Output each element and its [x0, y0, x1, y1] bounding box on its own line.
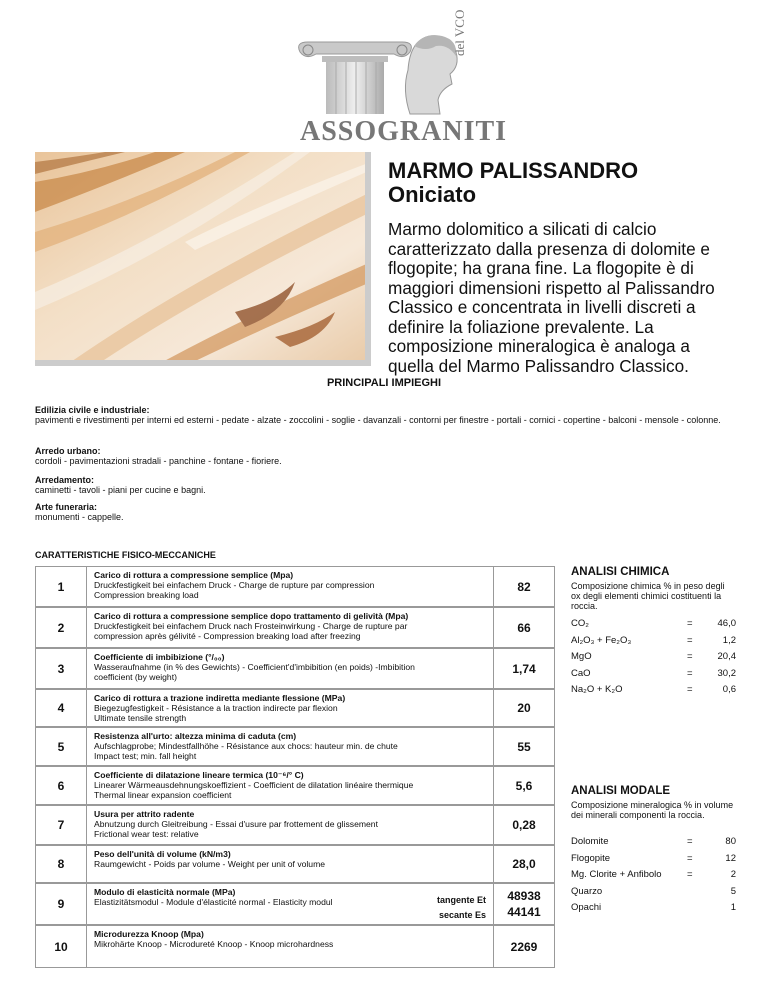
impiego-head: Arredamento: [35, 475, 95, 485]
mineral-row [571, 869, 736, 886]
equals-sign: = [687, 618, 693, 629]
property-name: Carico di rottura a compressione semplice (Mpa) [94, 570, 294, 580]
property-value: 55 [493, 728, 554, 765]
property-number: 9 [36, 884, 87, 924]
compound-name: CO₂ [571, 618, 589, 629]
property-name: Usura per attrito radente [94, 809, 195, 819]
mineral-name: Opachi [571, 902, 602, 913]
logo-text: ASSOGRANITI [300, 116, 508, 147]
property-row [35, 883, 555, 925]
equals-sign: = [687, 836, 693, 847]
mineral-name: Flogopite [571, 852, 611, 864]
chemical-row [571, 668, 736, 685]
stone-name: MARMO PALISSANDRO [388, 158, 639, 183]
secant-label: secante Es [438, 910, 486, 920]
mineral-value: 1 [730, 902, 736, 913]
property-translations: Wasseraufnahme (in % des Gewichts) - Coefficient'd'imbibition (en poids) -Imbibition coefficient (by weight) [94, 661, 415, 682]
property-row [35, 566, 555, 607]
property-translations: Druckfestigkeit bei einfachem Druck - Charge de rupture par compression Compression breaking load [94, 579, 375, 600]
property-translations: Elastizitätsmodul - Module d'élasticité normal - Elasticity modul [94, 896, 333, 907]
property-value [493, 884, 554, 924]
stone-sample-image [35, 152, 371, 366]
property-number: 10 [36, 926, 87, 967]
impiego-head: Arte funeraria: [35, 502, 98, 512]
property-row [35, 845, 555, 883]
property-value: 0,28 [493, 806, 554, 844]
property-translations: Aufschlagprobe; Mindestfallhöhe - Résistance aux chocs: hauteur min. de chute Impact test; min. fall height [94, 740, 398, 761]
property-description [94, 930, 482, 950]
property-name: Coefficiente di dilatazione lineare termica (10⁻⁶/° C) [94, 770, 304, 780]
property-row [35, 689, 555, 727]
property-name: Modulo di elasticità normale (MPa) [94, 887, 236, 897]
property-description [94, 850, 482, 870]
mineral-value: 80 [725, 836, 736, 847]
compound-name: Na₂O + K₂O [571, 684, 623, 695]
property-row [35, 607, 555, 648]
chemical-row [571, 635, 736, 652]
property-description [94, 810, 482, 839]
secant-value: 44141 [507, 905, 541, 919]
property-description [94, 771, 482, 800]
property-description [94, 571, 482, 600]
property-name: Carico di rottura a compressione semplice dopo trattamento di gelività (Mpa) [94, 611, 409, 621]
tangent-label: tangente Et [436, 895, 486, 905]
property-name: Coefficiente di imbibizione (°/₀₀) [94, 652, 225, 662]
property-number: 7 [36, 806, 87, 844]
mineral-name: Dolomite [571, 836, 609, 847]
property-number: 5 [36, 728, 87, 765]
property-name: Peso dell'unità di volume (kN/m3) [94, 849, 231, 859]
property-row [35, 648, 555, 689]
property-description [94, 653, 482, 682]
property-translations: Linearer Wärmeausdehnungskoeffizient - Coefficient de dilatation linéaire thermique Thermal linear expansion coefficient [94, 779, 414, 800]
analisi-chimica-title: ANALISI CHIMICA [571, 566, 670, 578]
modal-table [571, 836, 736, 919]
impiego-text: cordoli - pavimentazioni stradali - panchine - fontane - fioriere. [35, 456, 282, 466]
property-translations: Raumgewicht - Poids par volume - Weight per unit of volume [94, 858, 326, 869]
property-number: 2 [36, 608, 87, 647]
mineral-value: 2 [730, 869, 736, 880]
equals-sign: = [687, 634, 693, 646]
property-value: 82 [493, 567, 554, 606]
impiego-head: Arredo urbano: [35, 446, 101, 456]
mineral-row [571, 902, 736, 919]
property-value: 2269 [493, 926, 554, 967]
analisi-modale-title: ANALISI MODALE [571, 785, 671, 797]
equals-sign: = [687, 651, 693, 662]
compound-name: MgO [571, 651, 592, 662]
property-description [94, 888, 482, 908]
tangent-value: 48938 [507, 889, 541, 903]
equals-sign: = [687, 667, 693, 679]
property-description [94, 694, 482, 723]
equals-sign: = [687, 869, 693, 880]
property-row [35, 727, 555, 766]
property-number: 6 [36, 767, 87, 804]
compound-value: 30,2 [717, 667, 736, 679]
logo-subtext: del VCO [452, 9, 467, 56]
compound-value: 1,2 [722, 634, 736, 646]
property-translations: Abnutzung durch Gleitreibung - Essai d'usure par frottement de glissement Frictional wear test: relative [94, 818, 378, 839]
property-number: 4 [36, 690, 87, 726]
modulus-labels [437, 893, 486, 923]
property-value: 5,6 [493, 767, 554, 804]
equals-sign: = [687, 684, 693, 695]
property-translations: Druckfestigkeit bei einfachem Druck nach Frosteinwirkung - Charge de rupture par compression après gélivité - Compression breaking load after freezing [94, 620, 408, 641]
property-row [35, 925, 555, 968]
impiego-block [35, 475, 735, 495]
property-translations: Biegezugfestigkeit - Résistance a la traction indirecte par flexion Ultimate tensile strength [94, 702, 338, 723]
mineral-value: 5 [730, 885, 736, 897]
compound-name: Al₂O₃ + Fe₂O₃ [571, 634, 632, 646]
chemical-row [571, 618, 736, 635]
property-value: 28,0 [493, 846, 554, 882]
chemical-table [571, 618, 736, 701]
analisi-chimica-subtitle: Composizione chimica % in peso degli ox degli elementi chimici costituenti la roccia. [571, 581, 725, 611]
analisi-modale-subtitle: Composizione mineralogica % in volume dei minerali componenti la roccia. [571, 800, 734, 820]
property-name: Resistenza all'urto: altezza minima di caduta (cm) [94, 731, 297, 741]
property-row [35, 766, 555, 805]
impiego-text: caminetti - tavoli - piani per cucine e bagni. [35, 485, 206, 495]
property-translations: Mikrohärte Knoop - Microdureté Knoop - Knoop microhardness [94, 938, 334, 949]
property-number: 8 [36, 846, 87, 882]
impiego-block [35, 405, 735, 425]
compound-value: 46,0 [717, 618, 736, 629]
property-row [35, 805, 555, 845]
mineral-row [571, 886, 736, 903]
mineral-name: Quarzo [571, 885, 603, 897]
compound-name: CaO [571, 667, 591, 679]
property-value: 20 [493, 690, 554, 726]
stone-variant: Oniciato [388, 182, 477, 207]
property-number: 1 [36, 567, 87, 606]
mineral-row [571, 836, 736, 853]
caratteristiche-title: CARATTERISTICHE FISICO-MECCANICHE [35, 550, 216, 560]
equals-sign: = [687, 852, 693, 864]
mineral-name: Mg. Clorite + Anfibolo [571, 869, 662, 880]
compound-value: 20,4 [717, 651, 736, 662]
impiego-text: monumenti - cappelle. [35, 512, 124, 522]
impiego-block [35, 502, 735, 522]
impieghi-title: PRINCIPALI IMPIEGHI [326, 377, 442, 389]
stone-description: Marmo dolomitico a silicati di calcio caratterizzato dalla presenza di dolomite e flogopite; ha grana fine. La flogopite è di maggiori dimensioni rispetto al Palissandro Classico e concentrata in livelli discreti a definire la foliazione prevalente. La composizione mineralogica è analoga a quella del Marmo Palissandro Classico. [388, 219, 715, 376]
compound-value: 0,6 [722, 684, 736, 695]
property-value: 1,74 [493, 649, 554, 688]
impiego-text: pavimenti e rivestimenti per interni ed esterni - pedate - alzate - zoccolini - soglie - davanzali - contorni per finestre - portali - cornici - copertine - balconi - mensole - colonne. [35, 415, 721, 425]
property-number: 3 [36, 649, 87, 688]
property-name: Microdurezza Knoop (Mpa) [94, 929, 204, 939]
property-name: Carico di rottura a trazione indiretta mediante flessione (MPa) [94, 693, 346, 703]
property-description [94, 612, 482, 641]
chemical-row [571, 651, 736, 668]
chemical-row [571, 684, 736, 701]
property-description [94, 732, 482, 761]
mineral-row [571, 853, 736, 870]
impiego-block [35, 446, 735, 466]
property-value: 66 [493, 608, 554, 647]
mineral-value: 12 [725, 852, 736, 864]
impiego-head: Edilizia civile e industriale: [35, 405, 150, 415]
